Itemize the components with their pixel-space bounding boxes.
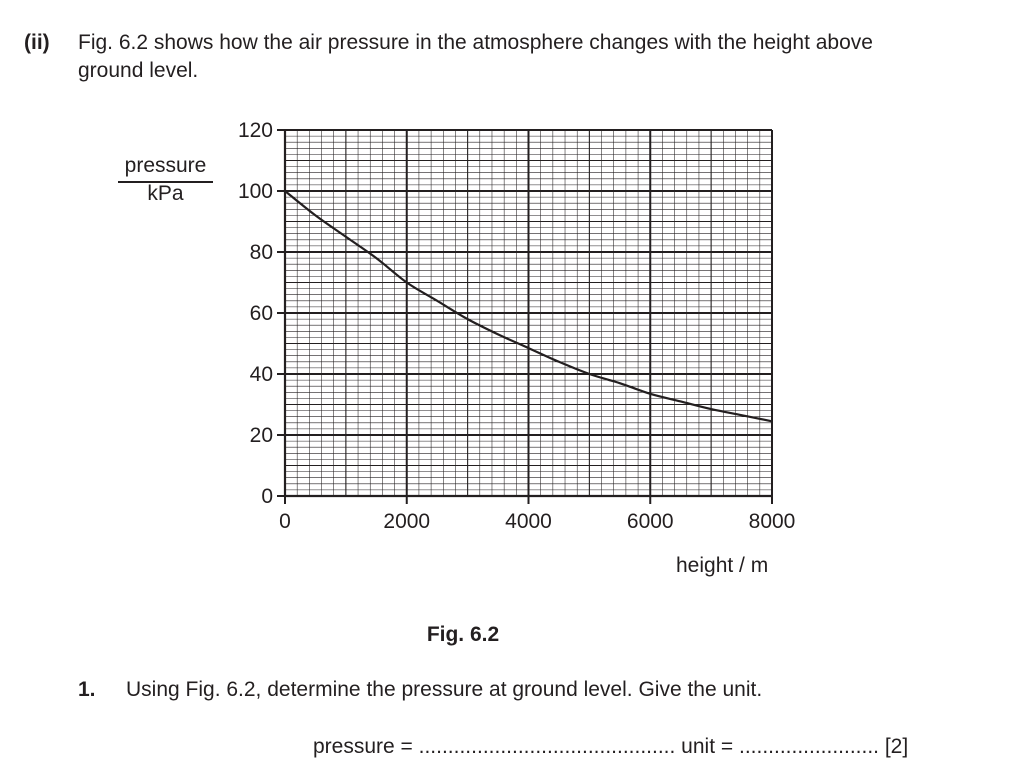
x-tick-label: 0	[279, 510, 291, 533]
part-label: (ii)	[24, 31, 50, 54]
y-tick-label: 60	[249, 302, 273, 325]
y-tick-label: 100	[237, 180, 273, 203]
answer-line: pressure = ............................................ unit = ........................ [2]	[313, 735, 909, 758]
y-tick-label: 20	[249, 424, 273, 447]
x-axis-label: height / m	[676, 554, 769, 577]
y-axis-label-unit: kPa	[147, 182, 184, 205]
x-tick-label: 8000	[748, 510, 796, 533]
intro-text-line-2: ground level.	[78, 59, 199, 82]
x-tick-label: 6000	[626, 510, 674, 533]
x-tick-label: 2000	[383, 510, 431, 533]
y-tick-label: 80	[249, 241, 273, 264]
intro-text-line-1: Fig. 6.2 shows how the air pressure in the atmosphere changes with the height above	[78, 31, 873, 54]
question-number: 1.	[78, 678, 96, 701]
question-text: Using Fig. 6.2, determine the pressure at ground level. Give the unit.	[126, 678, 763, 701]
figure-caption: Fig. 6.2	[426, 623, 500, 646]
y-tick-label: 40	[249, 363, 273, 386]
y-axis-label-quantity: pressure	[124, 154, 207, 177]
y-tick-label: 120	[237, 119, 273, 142]
y-tick-label: 0	[261, 485, 273, 508]
x-tick-label: 4000	[505, 510, 552, 533]
